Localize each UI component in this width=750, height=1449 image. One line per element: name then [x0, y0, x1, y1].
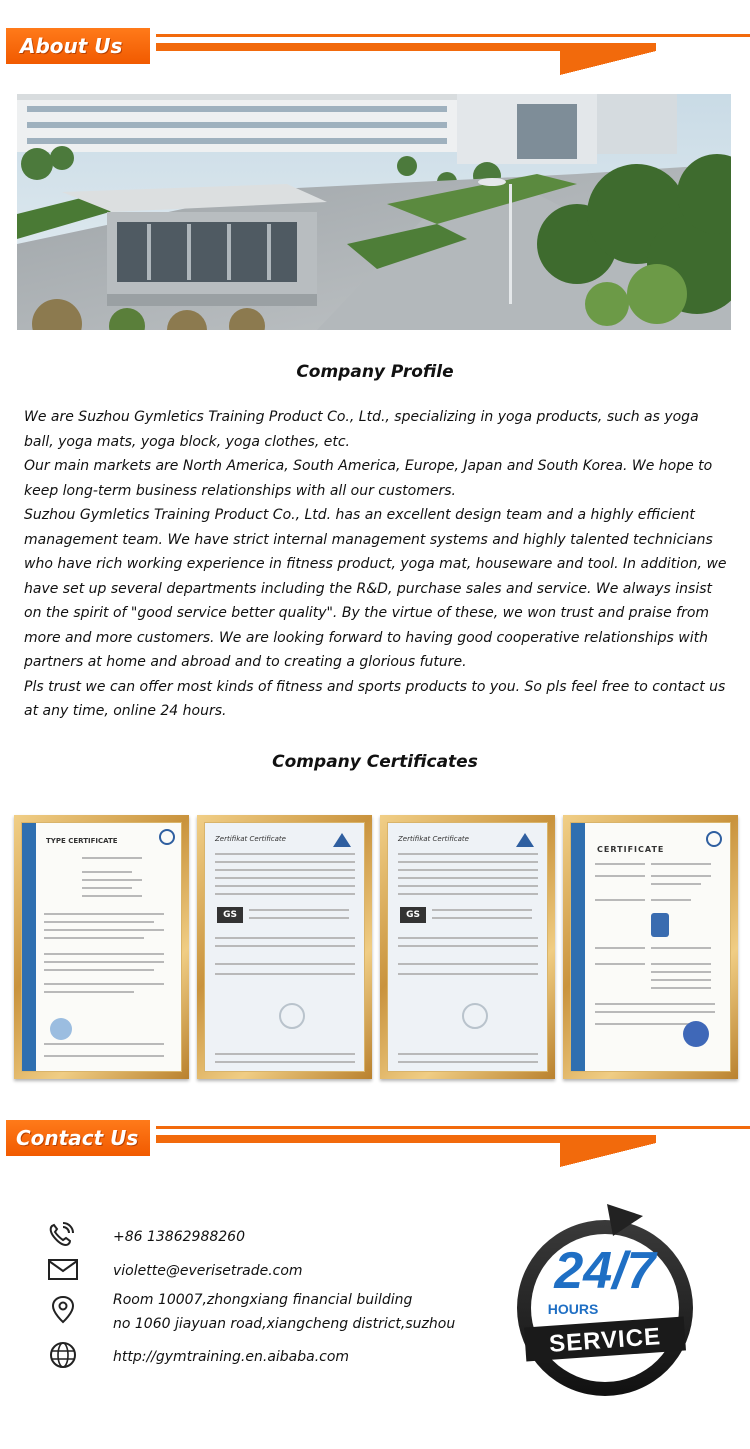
- badge-service: SERVICE: [548, 1323, 662, 1358]
- profile-paragraph: Our main markets are North America, South America, Europe, Japan and South Korea. We hope to keep long-term business relationships with all our customers.: [24, 458, 713, 499]
- profile-paragraph: We are Suzhou Gymletics Training Product Co., Ltd., specializing in yoga products, such as yoga ball, yoga mats, yoga block, yoga clothes, etc.: [24, 409, 699, 450]
- service-24-7-badge: [505, 1196, 715, 1401]
- certificates-title: Company Certificates: [272, 752, 478, 772]
- certificate-frame: [563, 815, 738, 1079]
- service-badge-graphic: [505, 1196, 715, 1401]
- contact-us-label: Contact Us: [6, 1120, 152, 1156]
- mail-icon: [46, 1254, 80, 1284]
- profile-paragraph: Suzhou Gymletics Training Product Co., Ltd. has an excellent design team and a highly efficient management team. We have strict internal management systems and highly talented technicians who have rich working experience in fitness product, yoga mat, houseware and tool. In addition, we have set up several departments including the R&D, purchase sales and service. We always insist on the spirit of "good service better quality". By the virtue of these, we won trust and praise from more and more customers. We are looking forward to having good cooperative relationships with partners at home and abroad and to creating a glorious future.: [24, 507, 727, 670]
- badge-24-7: 24/7: [554, 1242, 656, 1300]
- tuv-logo-icon: [516, 833, 534, 847]
- profile-text: [24, 405, 728, 724]
- phone-number[interactable]: +86 13862988260: [113, 1229, 245, 1245]
- certificate-heading: TYPE CERTIFICATE: [46, 837, 118, 845]
- banner-line: [156, 1126, 750, 1129]
- tuv-seal-icon: [683, 1021, 709, 1047]
- contact-address: [46, 1288, 486, 1338]
- tuv-logo-icon: [333, 833, 351, 847]
- globe-icon: [46, 1340, 80, 1370]
- contact-us-banner: [0, 1120, 750, 1176]
- phone-icon: [46, 1220, 80, 1250]
- certificate-frame: [197, 815, 372, 1079]
- about-us-banner: [0, 28, 750, 84]
- certificate-gallery: [14, 815, 736, 1103]
- tuv-seal-icon: [50, 1018, 72, 1040]
- profile-title: Company Profile: [296, 362, 454, 382]
- banner-bar: [156, 43, 656, 51]
- address-line-2: no 1060 jiayuan road,xiangcheng district,suzhou: [113, 1316, 456, 1332]
- banner-line: [156, 34, 750, 37]
- contact-email: [46, 1254, 486, 1284]
- stamp-icon: [462, 1003, 488, 1029]
- gs-mark-icon: GS: [400, 907, 426, 923]
- website-link[interactable]: http://gymtraining.en.aibaba.com: [113, 1349, 350, 1365]
- email-address[interactable]: violette@everisetrade.com: [113, 1263, 303, 1279]
- gs-mark-icon: GS: [217, 907, 243, 923]
- banner-wedge: [560, 51, 656, 75]
- seal-icon: [159, 829, 175, 845]
- certificate-heading: Zertifikat Certificate: [215, 835, 286, 843]
- location-pin-icon: [46, 1294, 80, 1324]
- address-line-1: Room 10007,zhongxiang financial building: [113, 1292, 413, 1308]
- banner-bar: [156, 1135, 656, 1143]
- stamp-icon: [279, 1003, 305, 1029]
- banner-wedge: [560, 1143, 656, 1167]
- contact-phone: [46, 1220, 486, 1250]
- certificate-frame: [380, 815, 555, 1079]
- certificate-heading: Zertifikat Certificate: [398, 835, 469, 843]
- badge-hours: HOURS: [547, 1301, 599, 1317]
- contact-website: [46, 1340, 486, 1370]
- certificate-stripe: [571, 823, 585, 1071]
- certificate-frame: [14, 815, 189, 1079]
- tuv-mark-icon: [651, 913, 669, 937]
- profile-paragraph: Pls trust we can offer most kinds of fitness and sports products to you. So pls feel free to contact us at any time, online 24 hours.: [24, 678, 726, 719]
- about-us-label: About Us: [6, 28, 152, 64]
- certificate-heading: CERTIFICATE: [597, 845, 665, 854]
- factory-photo: [17, 94, 731, 330]
- certificate-stripe: [22, 823, 36, 1071]
- seal-icon: [706, 831, 722, 847]
